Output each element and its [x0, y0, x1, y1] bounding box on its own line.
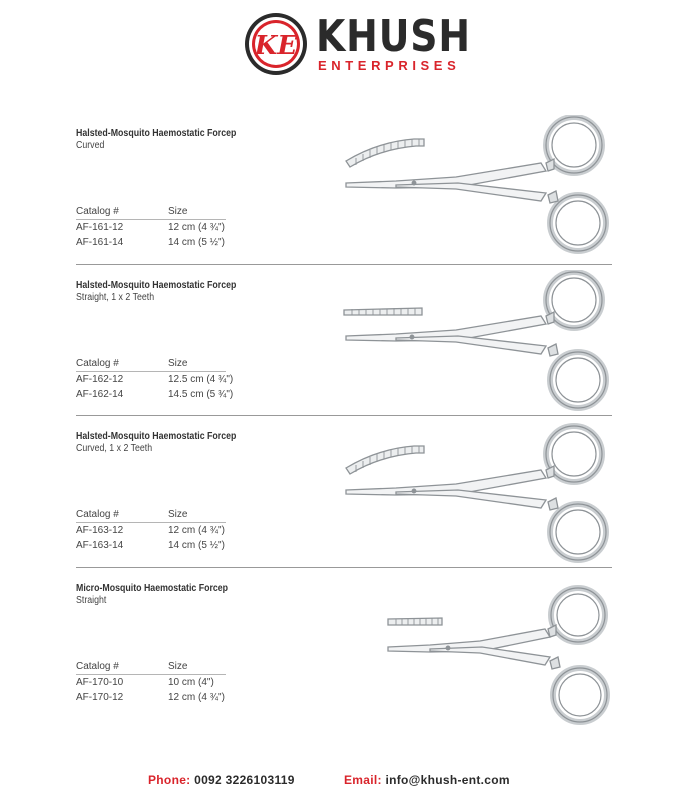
size-value: 10 cm (4") [168, 677, 214, 688]
catalog-number: AF-163-14 [76, 540, 124, 551]
brand-name: KHUSH [316, 11, 471, 62]
table-header [76, 206, 226, 220]
catalog-header: Catalog # [76, 206, 119, 217]
size-header: Size [168, 509, 188, 520]
catalog-number: AF-170-12 [76, 692, 124, 703]
size-value: 14 cm (5 ½") [168, 540, 225, 551]
phone-number[interactable]: 0092 3226103119 [194, 773, 295, 787]
size-value: 12.5 cm (4 ¾") [168, 374, 234, 385]
table-row [76, 237, 226, 252]
forcep-straight-icon [336, 270, 616, 415]
size-header: Size [168, 206, 188, 217]
section-divider [76, 415, 612, 416]
svg-text:KE: KE [254, 31, 298, 61]
phone-contact[interactable] [148, 773, 295, 787]
logo-icon [244, 12, 308, 76]
table-row [76, 389, 234, 404]
catalog-table [76, 509, 226, 555]
table-row [76, 540, 226, 555]
product-variant: Straight, 1 x 2 Teeth [76, 292, 155, 303]
brand-subtitle: ENTERPRISES [318, 58, 461, 73]
table-row [76, 222, 226, 237]
size-value: 12 cm (4 ¾") [168, 525, 225, 536]
catalog-number: AF-161-14 [76, 237, 124, 248]
product-title: Micro-Mosquito Haemostatic Forcep [76, 583, 229, 594]
catalog-number: AF-162-14 [76, 389, 124, 400]
size-value: 12 cm (4 ¾") [168, 692, 225, 703]
section-divider [76, 567, 612, 568]
product-variant: Curved, 1 x 2 Teeth [76, 443, 153, 454]
table-row [76, 525, 226, 540]
size-value: 14 cm (5 ½") [168, 237, 225, 248]
phone-label: Phone: [148, 773, 191, 787]
table-row [76, 677, 226, 692]
forcep-curved-icon [336, 422, 616, 567]
catalog-table [76, 358, 234, 404]
email-label: Email: [344, 773, 382, 787]
catalog-number: AF-162-12 [76, 374, 124, 385]
forcep-curved-icon [336, 115, 616, 255]
section-divider [76, 264, 612, 265]
size-header: Size [168, 661, 188, 672]
table-header [76, 358, 226, 372]
catalog-number: AF-163-12 [76, 525, 124, 536]
email-contact[interactable] [344, 773, 510, 787]
product-title: Halsted-Mosquito Haemostatic Forcep [76, 431, 237, 442]
product-title: Halsted-Mosquito Haemostatic Forcep [76, 280, 237, 291]
size-header: Size [168, 358, 188, 369]
size-value: 12 cm (4 ¾") [168, 222, 225, 233]
catalog-table [76, 661, 226, 707]
header [0, 0, 689, 95]
product-variant: Curved [76, 140, 105, 151]
table-row [76, 692, 226, 707]
product-title: Halsted-Mosquito Haemostatic Forcep [76, 128, 237, 139]
catalog-table [76, 206, 226, 252]
catalog-number: AF-161-12 [76, 222, 124, 233]
catalog-number: AF-170-10 [76, 677, 124, 688]
product-variant: Straight [76, 595, 107, 606]
footer-contact [0, 773, 689, 793]
table-header [76, 661, 226, 675]
catalog-header: Catalog # [76, 358, 119, 369]
email-address[interactable]: info@khush-ent.com [385, 773, 510, 787]
catalog-header: Catalog # [76, 661, 119, 672]
forcep-straight-icon [380, 585, 620, 730]
size-value: 14.5 cm (5 ¾") [168, 389, 234, 400]
catalog-header: Catalog # [76, 509, 119, 520]
table-header [76, 509, 226, 523]
table-row [76, 374, 234, 389]
